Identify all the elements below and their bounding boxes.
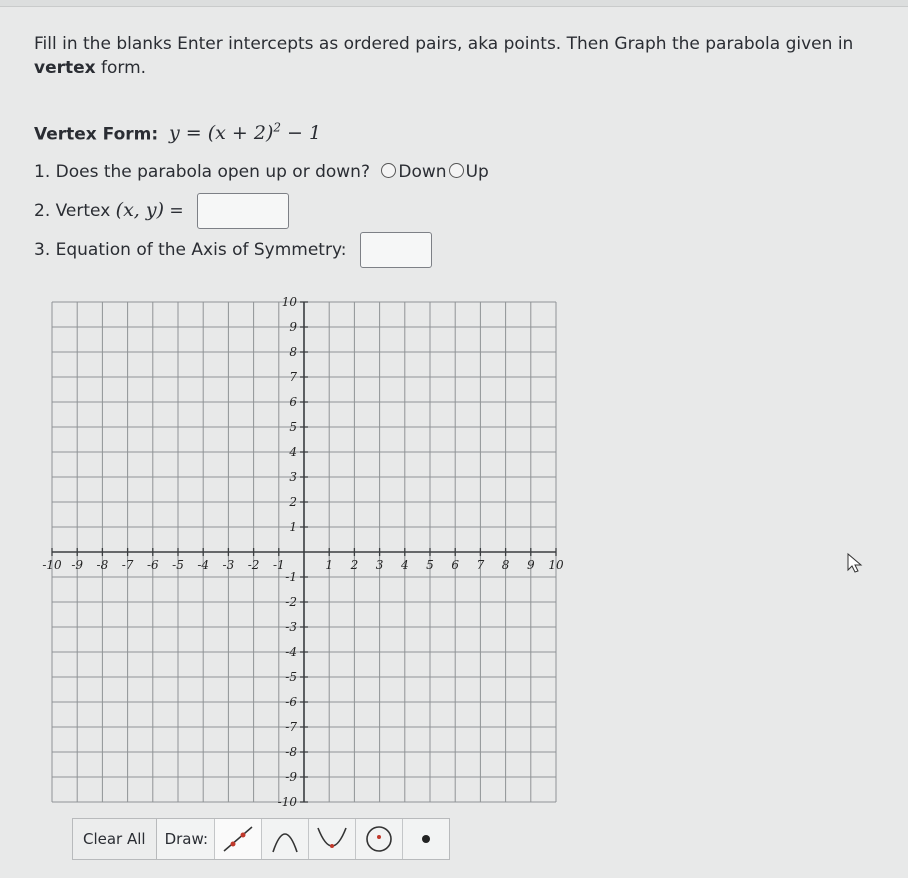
y-tick-label: 2 (289, 495, 297, 509)
vertex-input[interactable] (197, 193, 289, 229)
x-tick-label: 6 (451, 558, 460, 572)
equation-exponent: 2 (273, 121, 282, 135)
y-tick-label: 7 (289, 370, 297, 384)
radio-up-label: Up (465, 162, 489, 182)
parabola-down-tool-button[interactable] (308, 819, 355, 859)
axis-of-symmetry-input[interactable] (360, 232, 432, 268)
point-tool-button[interactable] (402, 819, 449, 859)
x-tick-label: 4 (400, 558, 409, 572)
y-tick-label: 4 (289, 445, 297, 459)
question-2 (34, 193, 289, 229)
vertex-form-label: Vertex Form: (34, 124, 159, 145)
line-tool-button[interactable] (214, 819, 261, 859)
top-border (0, 0, 908, 7)
parabola-down-icon (314, 824, 350, 854)
parabola-up-icon (267, 824, 303, 854)
instructions (34, 32, 854, 80)
y-tick-label: 1 (289, 520, 297, 534)
radio-down[interactable] (381, 163, 396, 178)
x-tick-label: -6 (146, 558, 159, 572)
y-tick-label: -7 (285, 720, 297, 734)
y-tick-label: 10 (281, 295, 297, 309)
question-2-text: 2. Vertex (34, 201, 116, 221)
vertex-form-line (34, 116, 321, 146)
y-tick-label: -9 (285, 770, 297, 784)
y-tick-label: 8 (289, 345, 297, 359)
y-tick-label: -5 (285, 670, 297, 684)
y-tick-label: -8 (285, 745, 297, 759)
instructions-line2: form. (95, 58, 147, 78)
draw-label: Draw: (164, 830, 209, 848)
coordinate-graph[interactable] (40, 292, 570, 814)
x-tick-label: 9 (526, 558, 535, 572)
question-1 (34, 160, 489, 184)
line-tool-icon (220, 824, 256, 854)
y-tick-label: 3 (289, 470, 297, 484)
x-tick-label: 2 (350, 558, 359, 572)
question-3-text: 3. Equation of the Axis of Symmetry: (34, 240, 347, 260)
x-tick-label: 10 (548, 558, 564, 572)
x-tick-label: -1 (272, 558, 285, 572)
y-tick-label: 5 (289, 420, 297, 434)
y-tick-label: -10 (277, 795, 297, 809)
question-3 (34, 232, 432, 268)
x-tick-label: -9 (71, 558, 84, 572)
x-tick-label: -8 (96, 558, 109, 572)
instructions-line1: Fill in the blanks Enter intercepts as ordered pairs, aka points. Then Graph the parabola given in (34, 34, 854, 54)
mouse-cursor-icon (846, 552, 864, 574)
x-tick-label: -5 (172, 558, 184, 572)
x-tick-label: 8 (501, 558, 510, 572)
y-tick-label: -1 (285, 570, 297, 584)
x-tick-label: -2 (247, 558, 260, 572)
y-tick-label: -6 (285, 695, 297, 709)
x-tick-label: 5 (426, 558, 434, 572)
y-tick-label: -4 (285, 645, 297, 659)
radio-down-label: Down (398, 162, 447, 182)
graph-toolbar (72, 818, 450, 860)
clear-all-button[interactable]: Clear All (73, 819, 157, 859)
vertex-form-equation (169, 122, 321, 144)
y-tick-label: -3 (285, 620, 297, 634)
x-tick-label: -3 (222, 558, 235, 572)
x-tick-label: 7 (476, 558, 485, 572)
y-tick-label: 9 (289, 320, 297, 334)
question-2-eq: = (164, 201, 184, 221)
parabola-up-tool-button[interactable] (261, 819, 308, 859)
question-2-math: (x, y) (115, 199, 165, 221)
instructions-bold-word: vertex (34, 58, 96, 78)
point-tool-icon (408, 824, 444, 854)
equation-main: y = (x + 2) (169, 122, 274, 145)
question-1-text: 1. Does the parabola open up or down? (34, 162, 370, 182)
x-tick-label: -7 (121, 558, 134, 572)
radio-up[interactable] (449, 163, 464, 178)
x-tick-label: 3 (375, 558, 384, 572)
y-tick-label: -2 (285, 595, 297, 609)
circle-tool-button[interactable] (355, 819, 402, 859)
x-tick-label: -4 (197, 558, 210, 572)
x-tick-label: 1 (325, 558, 334, 572)
x-tick-label: -10 (42, 558, 62, 572)
circle-tool-icon (361, 824, 397, 854)
y-tick-label: 6 (289, 395, 297, 409)
equation-tail: − 1 (281, 122, 322, 145)
